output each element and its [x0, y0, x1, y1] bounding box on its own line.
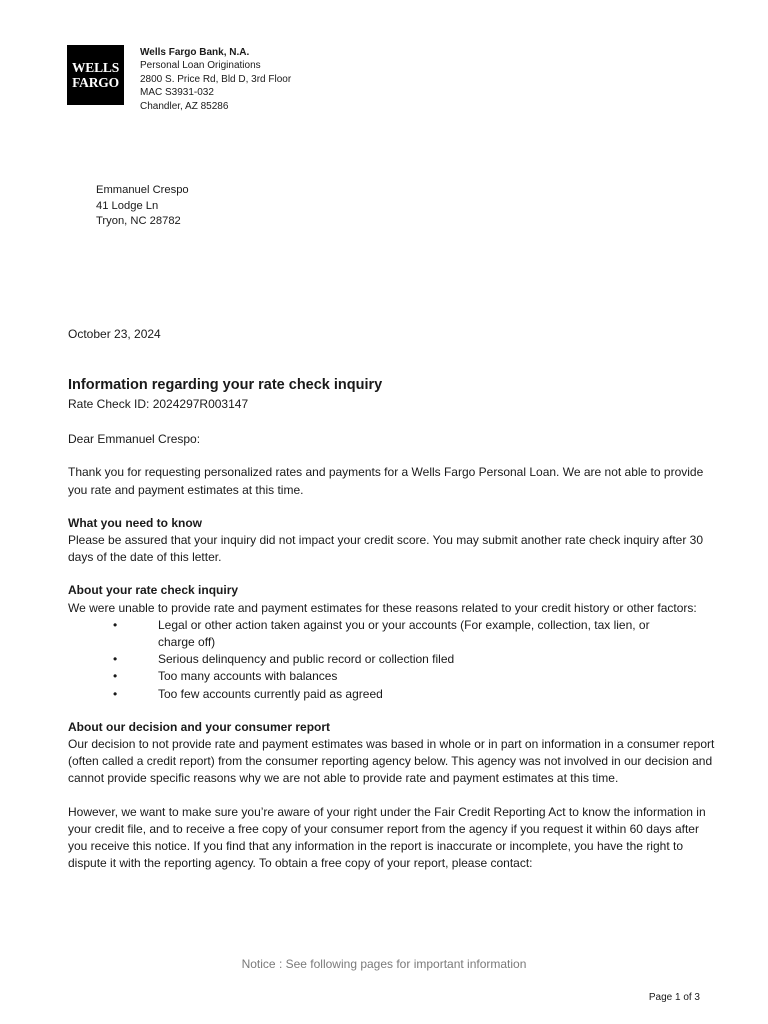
recipient-city: Tryon, NC 28782 [96, 215, 181, 228]
sender-address [140, 46, 291, 113]
bank-name: Wells Fargo Bank, N.A. [140, 47, 250, 58]
letter-date: October 23, 2024 [68, 327, 161, 341]
footer-notice: Notice : See following pages for important information [241, 957, 527, 971]
section-heading-rate-check: About your rate check inquiry [68, 583, 239, 598]
section-body-rate-check: We were unable to provide rate and payment estimates for these reasons related to your credit history or other factors: [68, 600, 697, 615]
list-item [68, 651, 668, 668]
recipient-street: 41 Lodge Ln [96, 199, 159, 212]
recipient-address [96, 183, 189, 230]
rate-check-id: Rate Check ID: 2024297R003147 [68, 397, 249, 411]
bullet: • [113, 669, 118, 684]
greeting: Dear Emmanuel Crespo: [68, 432, 201, 447]
bullet: • [113, 617, 118, 632]
logo-line-1: WELLS [71, 60, 120, 75]
bullet: • [113, 652, 118, 667]
recipient-name: Emmanuel Crespo [96, 184, 189, 196]
section-body-consumer-report: Our decision to not provide rate and payment estimates was based in whole or in part on information in a consumer report (often called a credit report) from the consumer reporting agency below. This agency was not involved in our decision and cannot provide specific reasons why we are not able to provide rate and payment estimates at this time. [68, 737, 715, 786]
bank-mac: MAC S3931-032 [140, 87, 214, 99]
bank-city: Chandler, AZ 85286 [140, 100, 229, 112]
section-heading-consumer-report: About our decision and your consumer report [68, 719, 331, 734]
reason-text: Legal or other action taken against you or your accounts (For example, collection, tax lien, or charge off) [158, 617, 650, 650]
bullet: • [113, 686, 118, 701]
page-number: Page 1 of 3 [648, 992, 700, 1003]
intro-paragraph: Thank you for requesting personalized rates and payments for a Wells Fargo Personal Loan. We are not able to provide you rate and payment estimates at this time. [68, 465, 704, 497]
logo-line-2: FARGO [72, 75, 119, 90]
section-heading-what-to-know: What you need to know [68, 515, 202, 530]
list-item [68, 686, 668, 703]
reasons-list [68, 617, 718, 703]
reason-text: Serious delinquency and public record or collection filed [158, 652, 455, 667]
reason-text: Too many accounts with balances [158, 669, 338, 684]
section-body-what-to-know: Please be assured that your inquiry did not impact your credit score. You may submit another rate check inquiry after 30 days of the date of this letter. [68, 533, 704, 565]
fcra-paragraph: However, we want to make sure you’re aware of your right under the Fair Credit Reporting Act to know the information in your credit file, and to receive a free copy of your consumer report from the agency if you request it within 60 days after you receive this notice. If you find that any information in the report is inaccurate or incomplete, you have the right to dispute it with the reporting agency. To obtain a free copy of your report, please contact: [68, 804, 706, 871]
list-item [68, 668, 668, 685]
wells-fargo-logo [67, 45, 124, 105]
letter-body [68, 376, 718, 872]
bank-department: Personal Loan Originations [140, 60, 261, 72]
letter-title: Information regarding your rate check inquiry [68, 377, 383, 393]
list-item [68, 617, 668, 651]
reason-text: Too few accounts currently paid as agreed [158, 686, 383, 701]
bank-street: 2800 S. Price Rd, Bld D, 3rd Floor [140, 73, 292, 85]
